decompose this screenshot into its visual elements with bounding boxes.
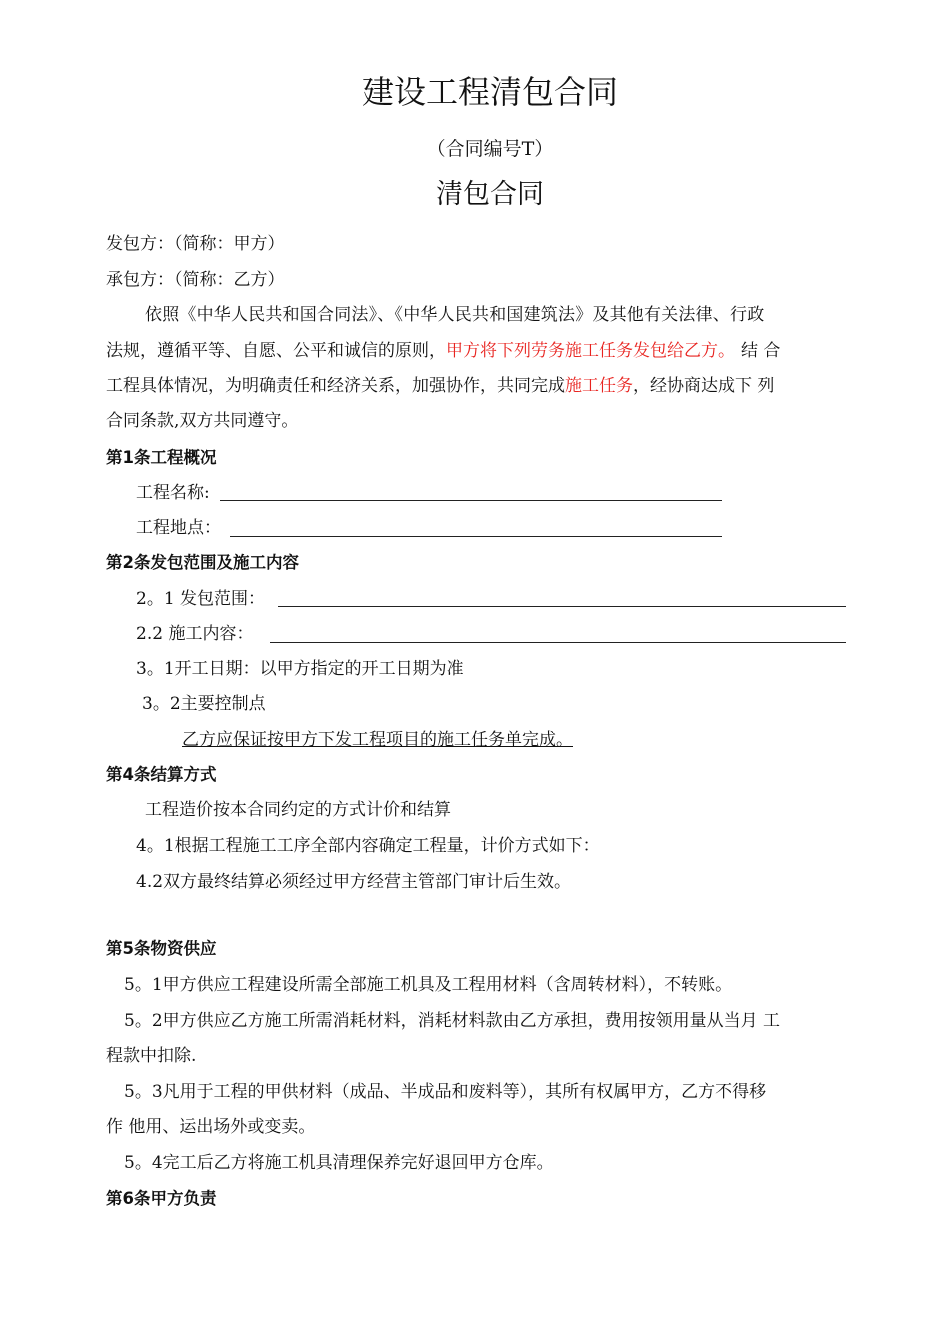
settlement-clause-2: 4.2双方最终结算必须经过甲方经营主管部门审计后生效。 <box>136 872 572 892</box>
preamble-text: 法规，遵循平等、自愿、公平和诚信的原则， <box>106 341 446 361</box>
preamble-highlight: 施工任务 <box>565 376 633 396</box>
article-4-heading: 第4条结算方式 <box>106 765 217 784</box>
contractor-line: 承包方：（简称：乙方） <box>106 270 285 290</box>
supply-clause-2-line-1: 5。2甲方供应乙方施工所需消耗材料，消耗材料款由乙方承担，费用按领用量从当月 工 <box>124 1011 781 1031</box>
article-5-heading: 第5条物资供应 <box>106 939 217 958</box>
contract-number: （合同编号T） <box>426 138 554 160</box>
preamble-highlight: 甲方将下列劳务施工任务发包给乙方。 <box>446 341 735 361</box>
project-name-label: 工程名称: <box>136 483 210 503</box>
start-date-line: 3。1开工日期：以甲方指定的开工日期为准 <box>136 659 464 679</box>
article-6-heading: 第6条甲方负责 <box>106 1189 217 1208</box>
employer-line: 发包方：（简称：甲方） <box>106 234 285 254</box>
preamble-line-3 <box>106 375 774 397</box>
settlement-intro: 工程造价按本合同约定的方式计价和结算 <box>145 800 451 820</box>
preamble-text: 工程具体情况，为明确责任和经济关系，加强协作，共同完成 <box>106 376 565 396</box>
preamble-line-4: 合同条款,双方共同遵守。 <box>106 411 299 431</box>
preamble-text: ，经协商达成下 列 <box>633 376 775 396</box>
supply-clause-1: 5。1甲方供应工程建设所需全部施工机具及工程用材料（含周转材料），不转账。 <box>124 975 733 995</box>
scope-blank <box>278 606 846 607</box>
supply-clause-3-line-1: 5。3凡用于工程的甲供材料（成品、半成品和废料等），其所有权属甲方，乙方不得移 <box>124 1082 767 1102</box>
project-site-label: 工程地点： <box>136 518 221 538</box>
supply-clause-2-line-2: 程款中扣除. <box>106 1046 197 1066</box>
guarantee-line: 乙方应保证按甲方下发工程项目的施工任务单完成。 <box>182 730 573 750</box>
article-2-heading: 第2条发包范围及施工内容 <box>106 553 299 572</box>
content-label: 2.2 施工内容： <box>136 624 254 644</box>
supply-clause-3-line-2: 作 他用、运出场外或变卖。 <box>106 1117 316 1137</box>
scope-label: 2。1 发包范围： <box>136 589 266 609</box>
supply-clause-4: 5。4完工后乙方将施工机具清理保养完好退回甲方仓库。 <box>124 1153 554 1173</box>
contract-title: 建设工程清包合同 <box>361 73 618 111</box>
control-point-line: 3。2主要控制点 <box>142 694 266 714</box>
project-site-blank <box>230 536 722 537</box>
article-1-heading: 第1条工程概况 <box>106 448 217 467</box>
contract-subtitle: 清包合同 <box>436 179 544 210</box>
settlement-clause-1: 4。1根据工程施工工序全部内容确定工程量，计价方式如下： <box>136 836 600 856</box>
preamble-text: 结 合 <box>741 341 781 361</box>
project-name-blank <box>220 500 722 501</box>
preamble-line-1: 依照《中华人民共和国合同法》、《中华人民共和国建筑法》及其他有关法律、行政 <box>145 305 765 325</box>
preamble-line-2 <box>106 340 780 362</box>
content-blank <box>270 642 846 643</box>
